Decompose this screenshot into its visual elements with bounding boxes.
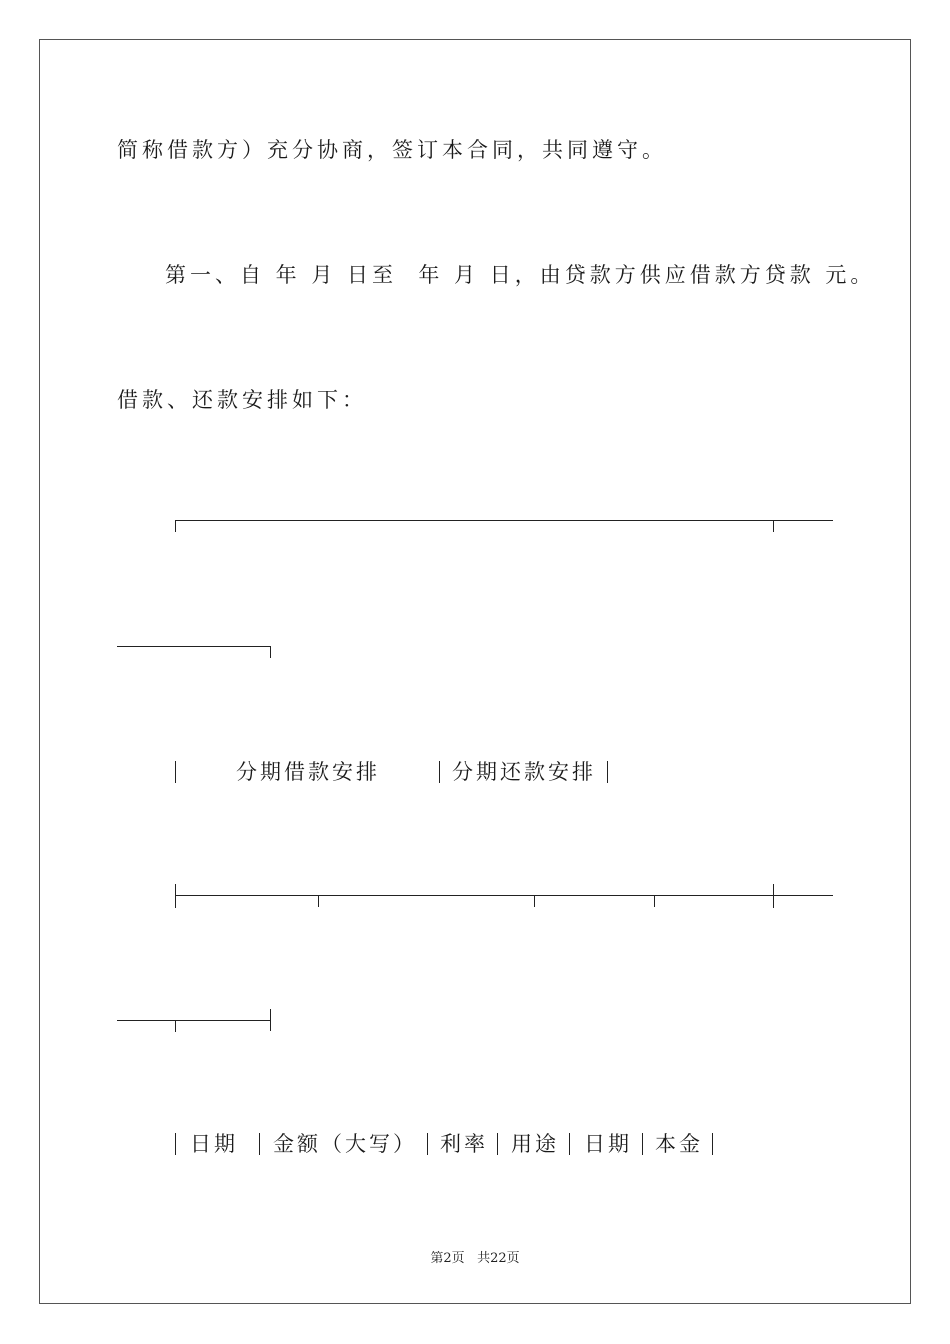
col-purpose: 用途 xyxy=(511,1132,559,1156)
col-amount: 金额（大写） xyxy=(273,1132,417,1156)
col-interest-rate: 利率 xyxy=(440,1132,488,1156)
col-date-1: 日期 xyxy=(190,1132,238,1156)
header-repayment-schedule: 分期还款安排 xyxy=(452,760,596,784)
paragraph-1: 简称借款方）充分协商，签订本合同，共同遵守。 xyxy=(117,138,667,162)
page-number: 第2页 xyxy=(430,1251,465,1266)
col-date-2: 日期 xyxy=(584,1132,632,1156)
paragraph-3: 借款、还款安排如下： xyxy=(117,388,367,412)
header-loan-schedule: 分期借款安排 xyxy=(236,760,380,784)
paragraph-2: 第一、自 年 月 日至 年 月 日，由贷款方供应借款方贷款 元。 xyxy=(165,263,876,287)
page-frame xyxy=(39,39,911,1304)
col-principal: 本金 xyxy=(655,1132,703,1156)
page-footer xyxy=(0,1247,950,1266)
page-total: 共22页 xyxy=(477,1251,520,1266)
